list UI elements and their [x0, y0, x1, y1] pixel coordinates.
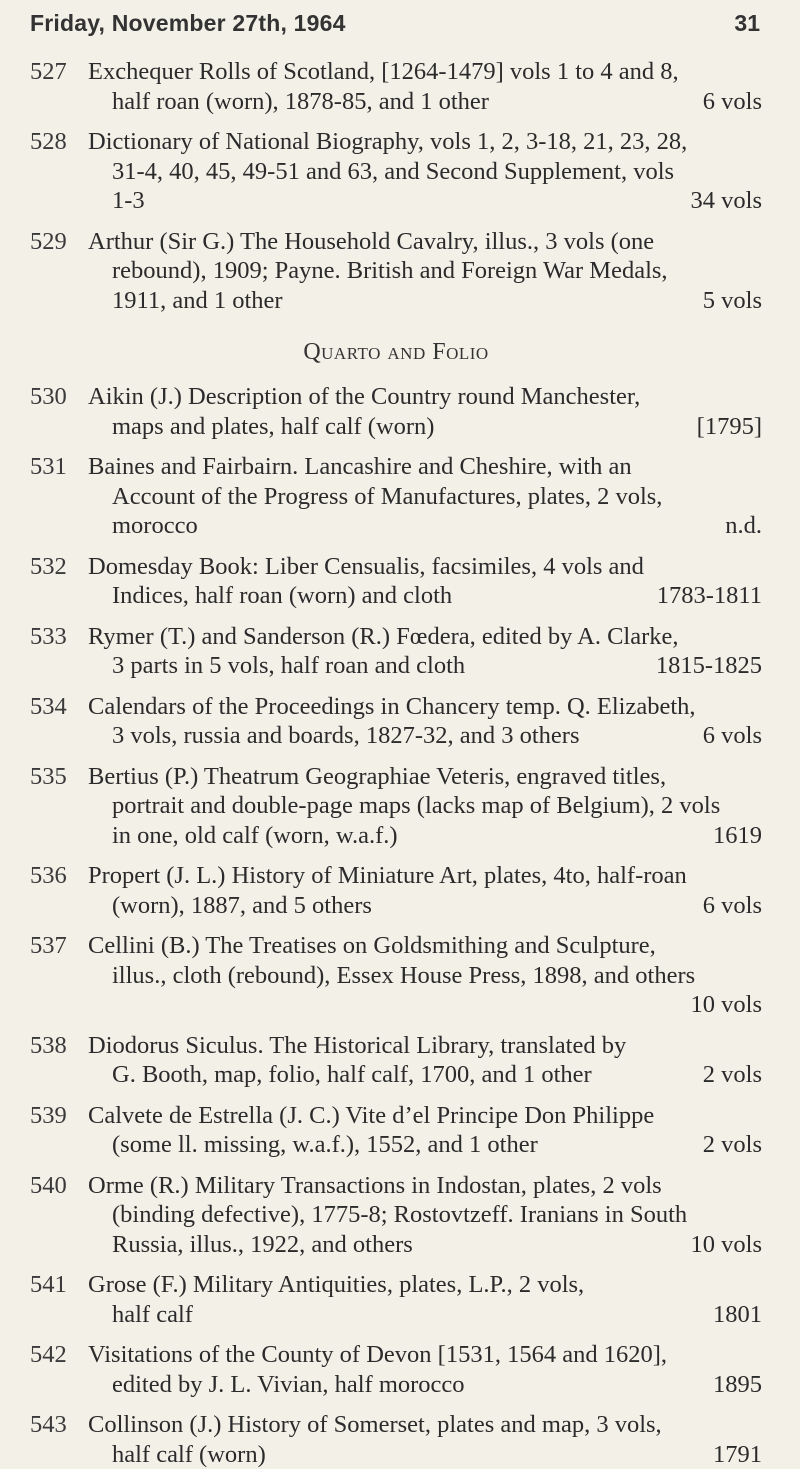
lot-title-line: Visitations of the County of Devon [1531, 1564 and 1620],	[88, 1340, 762, 1370]
lot-continuation-line: 31-4, 40, 45, 49-51 and 63, and Second Supplement, vols	[88, 157, 762, 187]
lot-quantity: 1619	[713, 821, 762, 851]
lot-quantity: 2 vols	[703, 1130, 762, 1160]
lot-description: (worn), 1887, and 5 others	[112, 891, 372, 921]
lot-quantity: 10 vols	[691, 990, 762, 1020]
lots-group-octavo	[30, 57, 762, 315]
lot-number: 533	[30, 622, 80, 652]
lot-number: 541	[30, 1270, 80, 1300]
lot-tail-line	[88, 87, 762, 117]
lot-tail-line	[88, 1130, 762, 1160]
lot-number: 539	[30, 1101, 80, 1131]
lot-entry	[30, 1340, 762, 1399]
header-date: Friday, November 27th, 1964	[30, 10, 346, 37]
lot-tail-line	[88, 186, 762, 216]
lot-tail-line	[88, 1230, 762, 1260]
lot-description: half calf (worn)	[112, 1440, 266, 1469]
lot-quantity: 1783-1811	[657, 581, 762, 611]
lot-tail-line	[88, 581, 762, 611]
lot-title-line: Collinson (J.) History of Somerset, plates and map, 3 vols,	[88, 1410, 762, 1440]
lot-title-line: Calendars of the Proceedings in Chancery temp. Q. Elizabeth,	[88, 692, 762, 722]
lot-tail-line	[88, 1440, 762, 1469]
lot-quantity: 1815-1825	[656, 651, 762, 681]
lot-entry	[30, 1101, 762, 1160]
lot-quantity: 5 vols	[703, 286, 762, 316]
lot-tail-line	[88, 721, 762, 751]
lot-title-line: Cellini (B.) The Treatises on Goldsmithing and Sculpture,	[88, 931, 762, 961]
page-number: 31	[734, 10, 762, 37]
lot-continuation-line: illus., cloth (rebound), Essex House Press, 1898, and others	[88, 961, 762, 991]
lot-description: half roan (worn), 1878-85, and 1 other	[112, 87, 489, 117]
lot-continuation-line: portrait and double-page maps (lacks map of Belgium), 2 vols	[88, 791, 762, 821]
lot-number: 535	[30, 762, 80, 792]
lot-quantity: 1791	[713, 1440, 762, 1469]
lot-quantity: 2 vols	[703, 1060, 762, 1090]
lot-entry	[30, 227, 762, 316]
lot-description: maps and plates, half calf (worn)	[112, 412, 434, 442]
lot-description: G. Booth, map, folio, half calf, 1700, and 1 other	[112, 1060, 592, 1090]
lot-number: 527	[30, 57, 80, 87]
lot-entry	[30, 1270, 762, 1329]
lot-description: 1-3	[112, 186, 145, 216]
lot-title-line: Domesday Book: Liber Censualis, facsimiles, 4 vols and	[88, 552, 762, 582]
lot-entry	[30, 127, 762, 216]
lot-number: 540	[30, 1171, 80, 1201]
lot-description: in one, old calf (worn, w.a.f.)	[112, 821, 398, 851]
lot-tail-line	[88, 651, 762, 681]
lot-number: 543	[30, 1410, 80, 1440]
lot-quantity: [1795]	[697, 412, 762, 442]
lot-entry	[30, 762, 762, 851]
lot-title-line: Propert (J. L.) History of Miniature Art, plates, 4to, half-roan	[88, 861, 762, 891]
lot-entry	[30, 57, 762, 116]
lot-tail-line	[88, 1300, 762, 1330]
lot-description: 1911, and 1 other	[112, 286, 283, 316]
lot-quantity: 10 vols	[691, 1230, 762, 1260]
lot-number: 532	[30, 552, 80, 582]
lot-tail-line	[88, 990, 762, 1020]
lot-number: 528	[30, 127, 80, 157]
lot-number: 534	[30, 692, 80, 722]
lot-tail-line	[88, 891, 762, 921]
lot-number: 530	[30, 382, 80, 412]
lot-description: 3 parts in 5 vols, half roan and cloth	[112, 651, 465, 681]
lot-entry	[30, 552, 762, 611]
lot-quantity: 6 vols	[703, 87, 762, 117]
lot-continuation-line: Account of the Progress of Manufactures, plates, 2 vols,	[88, 482, 762, 512]
lot-quantity: n.d.	[725, 511, 762, 541]
lot-description: morocco	[112, 511, 198, 541]
lot-entry	[30, 382, 762, 441]
lot-tail-line	[88, 286, 762, 316]
lot-continuation-line: (binding defective), 1775-8; Rostovtzeff. Iranians in South	[88, 1200, 762, 1230]
lot-title-line: Calvete de Estrella (J. C.) Vite d’el Principe Don Philippe	[88, 1101, 762, 1131]
lot-continuation-line: rebound), 1909; Payne. British and Foreign War Medals,	[88, 256, 762, 286]
lot-number: 536	[30, 861, 80, 891]
section-heading: Quarto and Folio	[30, 339, 762, 366]
lot-entry	[30, 1410, 762, 1469]
lot-tail-line	[88, 511, 762, 541]
lot-entry	[30, 1031, 762, 1090]
lot-title-line: Exchequer Rolls of Scotland, [1264-1479] vols 1 to 4 and 8,	[88, 57, 762, 87]
lot-quantity: 1895	[713, 1370, 762, 1400]
lot-description: half calf	[112, 1300, 193, 1330]
lot-quantity: 1801	[713, 1300, 762, 1330]
lot-entry	[30, 692, 762, 751]
lot-description: Indices, half roan (worn) and cloth	[112, 581, 452, 611]
lot-tail-line	[88, 1370, 762, 1400]
lot-quantity: 6 vols	[703, 721, 762, 751]
lot-entry	[30, 1171, 762, 1260]
lot-entry	[30, 931, 762, 1020]
lot-title-line: Grose (F.) Military Antiquities, plates, L.P., 2 vols,	[88, 1270, 762, 1300]
lot-number: 529	[30, 227, 80, 257]
lot-description: (some ll. missing, w.a.f.), 1552, and 1 other	[112, 1130, 538, 1160]
lot-title-line: Diodorus Siculus. The Historical Library, translated by	[88, 1031, 762, 1061]
page-header	[30, 10, 762, 37]
lot-title-line: Baines and Fairbairn. Lancashire and Cheshire, with an	[88, 452, 762, 482]
lot-description: edited by J. L. Vivian, half morocco	[112, 1370, 465, 1400]
lot-entry	[30, 452, 762, 541]
lot-tail-line	[88, 1060, 762, 1090]
lot-tail-line	[88, 412, 762, 442]
lot-title-line: Arthur (Sir G.) The Household Cavalry, illus., 3 vols (one	[88, 227, 762, 257]
lot-title-line: Dictionary of National Biography, vols 1, 2, 3-18, 21, 23, 28,	[88, 127, 762, 157]
lot-entry	[30, 861, 762, 920]
lot-title-line: Rymer (T.) and Sanderson (R.) Fœdera, edited by A. Clarke,	[88, 622, 762, 652]
lot-title-line: Orme (R.) Military Transactions in Indostan, plates, 2 vols	[88, 1171, 762, 1201]
lot-title-line: Aikin (J.) Description of the Country round Manchester,	[88, 382, 762, 412]
lot-number: 537	[30, 931, 80, 961]
lot-entry	[30, 622, 762, 681]
lot-number: 538	[30, 1031, 80, 1061]
lot-title-line: Bertius (P.) Theatrum Geographiae Veteris, engraved titles,	[88, 762, 762, 792]
lot-quantity: 6 vols	[703, 891, 762, 921]
lot-tail-line	[88, 821, 762, 851]
lot-number: 531	[30, 452, 80, 482]
lot-description: Russia, illus., 1922, and others	[112, 1230, 413, 1260]
lots-group-quarto-folio	[30, 382, 762, 1469]
lot-quantity: 34 vols	[691, 186, 762, 216]
lot-description: 3 vols, russia and boards, 1827-32, and 3 others	[112, 721, 579, 751]
lot-number: 542	[30, 1340, 80, 1370]
